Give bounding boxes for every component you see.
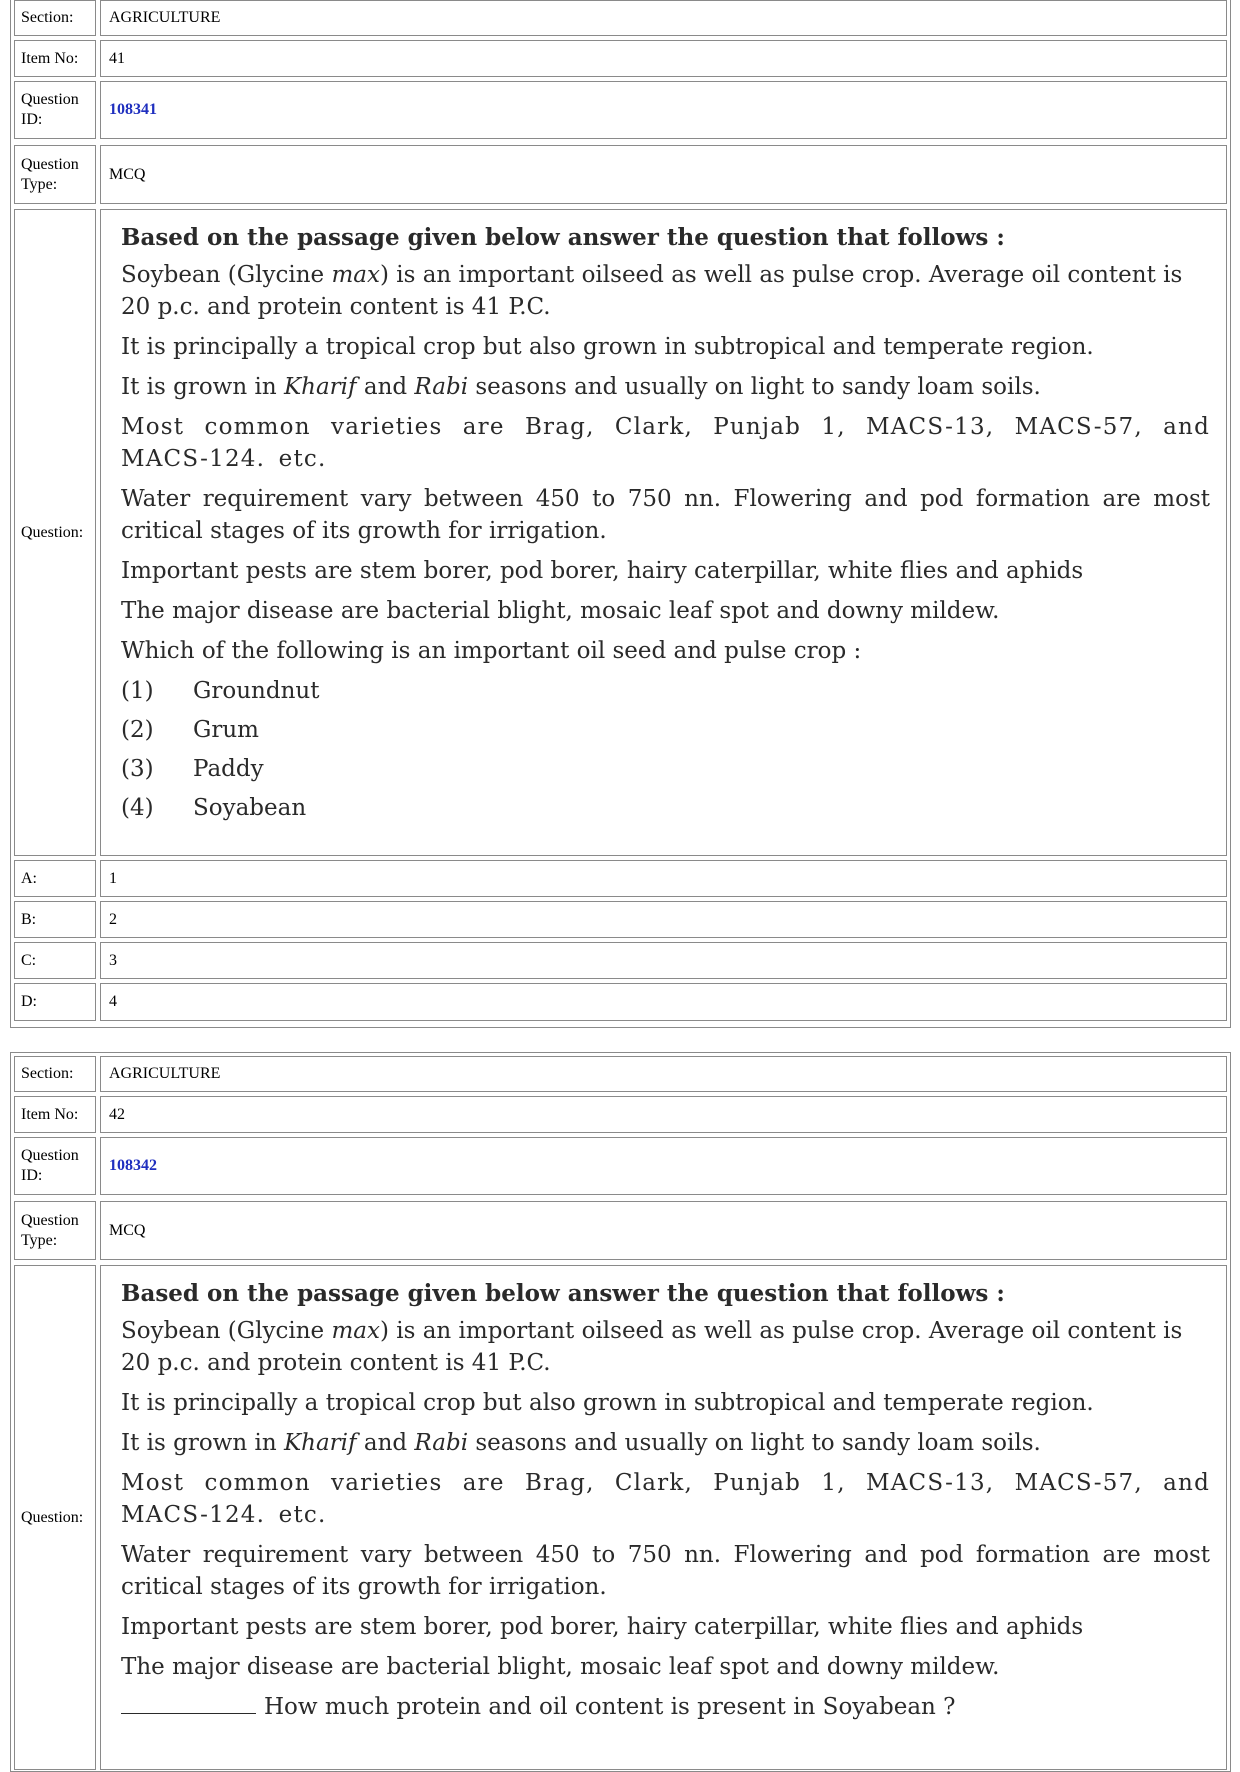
fill-blank <box>121 1693 256 1714</box>
answer-b-row <box>14 901 1227 938</box>
passage-paragraph: The major disease are bacterial blight, mosaic leaf spot and downy mildew. <box>121 598 1000 624</box>
passage-paragraph: Important pests are stem borer, pod borer, hairy caterpillar, white flies and aphids <box>121 558 1084 584</box>
section-row <box>14 0 1227 36</box>
passage-paragraph: Soybean (Glycine max) is an important oilseed as well as pulse crop. Average oil content is 20 p.c. and protein content is 41 P.C. <box>121 262 1183 320</box>
question-label: Question: <box>14 1265 96 1770</box>
passage-paragraph: Most common varieties are Brag, Clark, Punjab 1, MACS-13, MACS-57, and MACS-124. etc. <box>121 414 1210 472</box>
question-id-link[interactable]: 108341 <box>100 81 1227 139</box>
passage-heading: Based on the passage given below answer the question that follows : <box>121 224 1005 251</box>
item-no-label: Item No: <box>14 1096 96 1133</box>
question-type-row <box>14 145 1227 204</box>
passage-paragraph: Water requirement vary between 450 to 750 nn. Flowering and pod formation are most critical stages of its growth for irrigation. <box>121 1542 1210 1600</box>
question-row <box>14 1265 1227 1770</box>
item-no-value: 41 <box>100 40 1227 77</box>
passage-paragraph: It is principally a tropical crop but also grown in subtropical and temperate region. <box>121 334 1094 360</box>
answer-d-value: 4 <box>100 983 1227 1021</box>
question-prompt: How much protein and oil content is present in Soyabean ? <box>121 1691 1210 1723</box>
answer-a-label: A: <box>14 860 96 897</box>
item-no-value: 42 <box>100 1096 1227 1133</box>
answer-c-label: C: <box>14 942 96 979</box>
item-no-row <box>14 40 1227 77</box>
passage-paragraph: It is grown in Kharif and Rabi seasons and usually on light to sandy loam soils. <box>121 374 1041 400</box>
passage-paragraph: It is principally a tropical crop but also grown in subtropical and temperate region. <box>121 1390 1094 1416</box>
passage-paragraph: It is grown in Kharif and Rabi seasons and usually on light to sandy loam soils. <box>121 1430 1041 1456</box>
option-item: (2) Grum <box>121 717 259 743</box>
option-item: (3) Paddy <box>121 756 264 782</box>
question-id-link[interactable]: 108342 <box>100 1137 1227 1195</box>
passage-paragraph: Soybean (Glycine max) is an important oilseed as well as pulse crop. Average oil content is 20 p.c. and protein content is 41 P.C. <box>121 1318 1183 1376</box>
answer-c-value: 3 <box>100 942 1227 979</box>
option-item: (4) Soyabean <box>121 795 307 821</box>
passage-heading: Based on the passage given below answer the question that follows : <box>121 1280 1005 1307</box>
section-value: AGRICULTURE <box>100 1056 1227 1092</box>
section-value: AGRICULTURE <box>100 0 1227 36</box>
section-label: Section: <box>14 0 96 36</box>
question-card-41 <box>10 0 1231 1028</box>
answer-a-value: 1 <box>100 860 1227 897</box>
passage-paragraph: The major disease are bacterial blight, mosaic leaf spot and downy mildew. <box>121 1654 1000 1680</box>
question-type-value: MCQ <box>100 1201 1227 1260</box>
question-row <box>14 209 1227 856</box>
answer-b-value: 2 <box>100 901 1227 938</box>
question-type-label: Question Type: <box>14 1201 96 1260</box>
section-row <box>14 1056 1227 1092</box>
question-id-label: Question ID: <box>14 1137 96 1195</box>
question-type-row <box>14 1201 1227 1260</box>
section-label: Section: <box>14 1056 96 1092</box>
answer-c-row <box>14 942 1227 979</box>
question-label: Question: <box>14 209 96 856</box>
option-item: (1) Groundnut <box>121 678 320 704</box>
passage-paragraph: Important pests are stem borer, pod borer, hairy caterpillar, white flies and aphids <box>121 1614 1084 1640</box>
question-id-row <box>14 81 1227 139</box>
answer-b-label: B: <box>14 901 96 938</box>
passage-paragraph: Water requirement vary between 450 to 750 nn. Flowering and pod formation are most critical stages of its growth for irrigation. <box>121 486 1210 544</box>
item-no-label: Item No: <box>14 40 96 77</box>
question-prompt: Which of the following is an important oil seed and pulse crop : <box>121 638 862 664</box>
question-id-row <box>14 1137 1227 1195</box>
question-id-label: Question ID: <box>14 81 96 139</box>
item-no-row <box>14 1096 1227 1133</box>
answer-a-row <box>14 860 1227 897</box>
question-type-value: MCQ <box>100 145 1227 204</box>
question-body <box>100 209 1227 856</box>
answer-d-row <box>14 983 1227 1021</box>
passage-paragraph: Most common varieties are Brag, Clark, Punjab 1, MACS-13, MACS-57, and MACS-124. etc. <box>121 1470 1210 1528</box>
question-body <box>100 1265 1227 1770</box>
question-card-42 <box>10 1052 1231 1772</box>
answer-d-label: D: <box>14 983 96 1021</box>
question-type-label: Question Type: <box>14 145 96 204</box>
